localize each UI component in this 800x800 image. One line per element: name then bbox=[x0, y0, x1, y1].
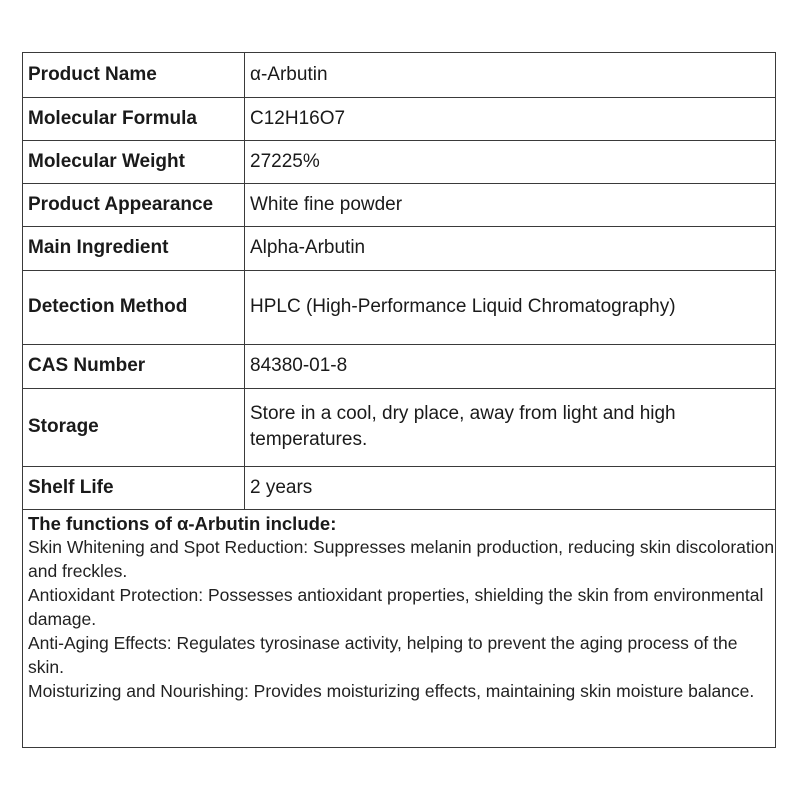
table-row bbox=[23, 226, 775, 270]
spec-label-molecular-weight: Molecular Weight bbox=[23, 140, 245, 183]
spec-value-cas-number: 84380-01-8 bbox=[245, 344, 776, 388]
spec-label-molecular-formula: Molecular Formula bbox=[23, 97, 245, 140]
spec-value-product-name: α-Arbutin bbox=[245, 53, 776, 97]
table-row bbox=[23, 270, 775, 344]
function-item-skin-whitening: Skin Whitening and Spot Reduction: Suppresses melanin production, reducing skin discoloration and freckles. bbox=[28, 536, 775, 581]
table-row bbox=[23, 140, 775, 183]
spec-value-product-appearance: White fine powder bbox=[245, 183, 776, 226]
table-row bbox=[23, 97, 775, 140]
function-item-antioxidant: Antioxidant Protection: Possesses antioxidant properties, shielding the skin from environmental damage. bbox=[28, 584, 764, 629]
spec-value-main-ingredient: Alpha-Arbutin bbox=[245, 226, 776, 270]
spec-value-detection-method: HPLC (High-Performance Liquid Chromatography) bbox=[245, 270, 776, 344]
table-row bbox=[23, 344, 775, 388]
spec-label-storage: Storage bbox=[23, 388, 245, 466]
table-row bbox=[23, 466, 775, 509]
product-spec-sheet bbox=[22, 52, 776, 748]
table-row bbox=[23, 388, 775, 466]
function-item-anti-aging: Anti-Aging Effects: Regulates tyrosinase activity, helping to prevent the aging process of the skin. bbox=[28, 632, 738, 677]
spec-value-molecular-weight: 27225% bbox=[245, 140, 776, 183]
spec-label-detection-method: Detection Method bbox=[23, 270, 245, 344]
table-row bbox=[23, 183, 775, 226]
spec-label-main-ingredient: Main Ingredient bbox=[23, 226, 245, 270]
functions-heading: The functions of α-Arbutin include: bbox=[28, 512, 337, 534]
spec-label-product-name: Product Name bbox=[23, 53, 245, 97]
spec-label-shelf-life: Shelf Life bbox=[23, 466, 245, 509]
spec-label-cas-number: CAS Number bbox=[23, 344, 245, 388]
spec-value-molecular-formula: C12H16O7 bbox=[245, 97, 776, 140]
functions-section bbox=[23, 510, 775, 703]
spec-value-shelf-life: 2 years bbox=[245, 466, 776, 509]
spec-label-product-appearance: Product Appearance bbox=[23, 183, 245, 226]
spec-table bbox=[23, 53, 775, 510]
function-item-moisturizing: Moisturizing and Nourishing: Provides moisturizing effects, maintaining skin moisture balance. bbox=[28, 680, 755, 701]
spec-value-storage: Store in a cool, dry place, away from light and high temperatures. bbox=[245, 388, 776, 466]
table-row bbox=[23, 53, 775, 97]
